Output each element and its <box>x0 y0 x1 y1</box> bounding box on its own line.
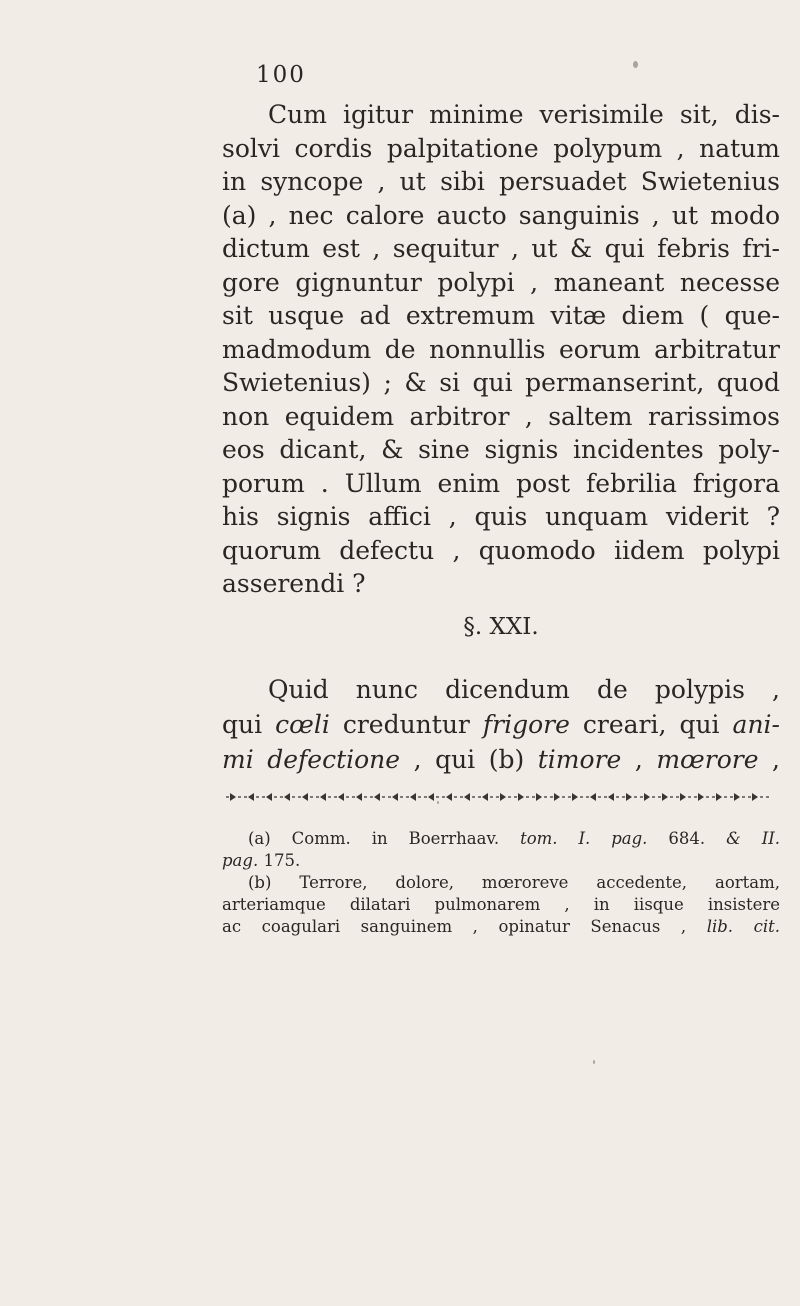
text-line: porum . Ullum enim post febrilia frigora <box>222 468 780 498</box>
ornamental-divider <box>226 790 770 804</box>
paper-speck <box>593 1060 595 1064</box>
footnotes <box>222 828 780 938</box>
text-line: madmodum de nonnullis eorum arbitratur <box>222 334 780 364</box>
text-line: eos dicant, & sine signis incidentes poly- <box>222 435 780 464</box>
text-line: gore gignuntur polypi , maneant necesse <box>222 267 780 297</box>
text-line: Swietenius) ; & si qui permanserint, quod <box>222 368 780 397</box>
text-line: non equidem arbitror , saltem rarissimos <box>222 401 780 431</box>
footnote-b-line: ac coagulari sanguinem , opinatur Senacus , lib. cit. <box>222 917 781 936</box>
text-line: sit usque ad extremum vitæ diem ( que- <box>222 301 780 330</box>
footnote-a: (a) Comm. in Boerrhaav. tom. I. pag. 684. & II. <box>248 829 780 848</box>
page-number: 100 <box>256 62 306 88</box>
text-line: solvi cordis palpitatione polypum , natum <box>222 133 780 163</box>
paper-speck <box>633 61 638 68</box>
second-paragraph <box>222 672 780 777</box>
footnote-b-line: arteriamque dilatari pulmonarem , in iisque insistere <box>222 895 780 914</box>
text-line: (a) , nec calore aucto sanguinis , ut modo <box>222 200 780 230</box>
text-line: asserendi ? <box>222 569 366 598</box>
main-paragraph <box>222 98 780 601</box>
text-line: qui cœli creduntur frigore creari, qui ani- <box>222 710 780 739</box>
text-line: Quid nunc dicendum de polypis , <box>268 675 780 704</box>
section-heading: §. XXI. <box>463 614 539 640</box>
text-line: mi defectione , qui (b) timore , mœrore , <box>222 745 780 774</box>
text-line: his signis affici , quis unquam viderit ? <box>222 502 780 531</box>
footnote-a-continued: pag. 175. <box>222 851 301 870</box>
text-line: quorum defectu , quomodo iidem polypi <box>222 535 780 565</box>
text-line: Cum igitur minime verisimile sit, dis- <box>268 100 780 129</box>
text-line: dictum est , sequitur , ut & qui febris fri- <box>222 234 780 263</box>
footnote-b: (b) Terrore, dolore, mœroreve accedente, aortam, <box>248 873 780 892</box>
paper-speck <box>437 801 439 804</box>
text-line: in syncope , ut sibi persuadet Swietenius <box>222 167 780 196</box>
